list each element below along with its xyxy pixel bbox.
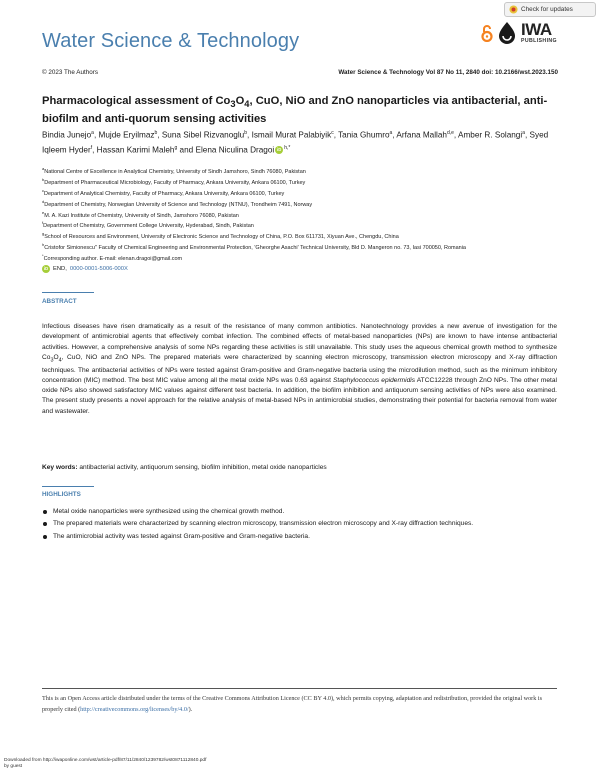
author-name: Bindia Junejo <box>42 130 92 140</box>
highlights-heading: HIGHLIGHTS <box>42 491 81 498</box>
affiliation-item <box>42 176 557 187</box>
title-part: , CuO, NiO and ZnO nanoparticles via antibacterial, anti-biofilm and anti-quorum sensing activities <box>42 95 548 126</box>
title-subscript: 3 <box>230 99 236 110</box>
author-affiliation-mark: c <box>331 130 334 136</box>
author-affiliation-mark: b <box>244 130 247 136</box>
affiliation-item <box>42 209 557 220</box>
affiliation-item <box>42 198 557 209</box>
highlight-item: The prepared materials were characterized by scanning electron microscopy, transmission electron microscopy and X-ray diffraction techniques. <box>42 519 557 529</box>
abstract-part: ATCC12228 through ZnO NPs. The other metal oxide NPs also showed satisfactory MIC values against different test bacteria. In addition, the biofilm inhibition and antiquorum sensing activities of NPs were also examined. The present study presents a novel approach for the relative analysis of metal-based NPs in antimicrobial studies, demonstrating their potential for bacteria removal from water and wastewater. <box>42 376 557 415</box>
affiliation-text: Department of Analytical Chemistry, Faculty of Pharmacy, Ankara University, Ankara 06100, Turkey <box>44 190 285 197</box>
orcid-icon[interactable]: iD <box>277 147 282 153</box>
title-part: Pharmacological assessment of Co <box>42 95 231 107</box>
author-name: Syed Iqleem Hyder <box>42 130 549 155</box>
affiliation-key: g <box>42 231 45 237</box>
highlight-item: The antimicrobial activity was tested against Gram-positive and Gram-negative bacteria. <box>42 532 557 542</box>
orcid-line <box>42 265 128 273</box>
author-name: Ismail Murat Palabiyik <box>251 130 332 140</box>
author-name: Arfana Mallah <box>396 130 447 140</box>
iwa-name: IWA <box>521 20 552 40</box>
affiliation-key: * <box>42 253 44 258</box>
author-list: Bindia Junejo$^a$, Mujde Eryilmaz$^b$, Suna Sibel Rizvanoglu$^b$, Ismail Murat Palabiyik$^c$, Tania Ghumro$^a$, Arfana Mallah$^{d,e}$, Amber R. Solangi$^a$, Syed Iqleem Hyder$^f$, Hassan Karimi Maleh$^g$ and Elena Niculina Dragoi iD $^{h,*}$ <box>42 130 549 155</box>
affiliation-key: d <box>42 198 45 204</box>
author-affiliation-mark: b <box>154 130 158 136</box>
meta-row <box>42 69 558 76</box>
affiliation-item <box>42 165 557 176</box>
license-end: ). <box>188 706 193 713</box>
highlights-rule <box>42 486 94 487</box>
author-affiliation-mark: h,* <box>284 144 291 151</box>
author-affiliation-mark: d,e <box>446 130 454 136</box>
affiliation-text: Cristofor Simionescu" Faculty of Chemical Engineering and Environmental Protection, 'Gheorghe Asachi' Technical University, Bld D. Mangeron no. 73, Iasi 700050, Romania <box>44 244 466 251</box>
iwa-wordmark <box>521 21 557 44</box>
keywords-label: Key words: <box>42 464 78 471</box>
license-text <box>42 693 557 715</box>
check-updates-icon <box>509 5 518 14</box>
affiliation-text: Department of Chemistry, Norwegian University of Science and Technology (NTNU), Trondheim 7491, Norway <box>44 201 313 208</box>
download-note <box>4 758 206 769</box>
affiliation-item <box>42 187 557 198</box>
orcid-link[interactable]: 0000-0001-5006-000X <box>69 266 128 272</box>
iwa-publishing: PUBLISHING <box>521 38 557 45</box>
author-affiliation-mark: f <box>90 144 93 151</box>
affiliation-item <box>42 230 557 241</box>
affiliation-text: Corresponding author. E-mail: elenan.dragoi@gmail.com <box>43 255 183 262</box>
check-for-updates-button[interactable] <box>504 2 596 17</box>
copyright: © 2023 The Authors <box>42 69 98 76</box>
license-link[interactable]: http://creativecommons.org/licenses/by/4.0/ <box>80 706 189 713</box>
author-name: Tania Ghumro <box>338 130 390 140</box>
abstract-part: Infectious diseases have risen dramatically as a result of the resistance of many common antibiotics. Nanotechnology provides a new avenue of investigation for the development of antimicrobial agents that effectively combat infection. The combined effects of metal-based nanoparticles (NPs) are known to have intense antibacterial activities. However, a comprehensive analysis of some NPs regarding these activities is still unavailable. This study uses the aqueous chemical growth method to synthesize Co <box>42 323 557 361</box>
keywords-text: antibacterial activity, antiquorum sensing, biofilm inhibition, metal oxide nanoparticles <box>79 464 327 471</box>
abstract-species: Staphylococcus epidermidis <box>333 376 416 384</box>
author-name: Elena Niculina Dragoi <box>195 145 275 155</box>
author-affiliation-mark: a <box>91 130 94 136</box>
affiliation-list <box>42 165 557 263</box>
abstract-subscript: 4 <box>58 357 62 364</box>
open-access-icon <box>481 24 493 42</box>
affiliation-key: c <box>42 187 44 193</box>
highlight-item: Metal oxide nanoparticles were synthesized using the chemical growth method. <box>42 507 557 517</box>
affiliation-item <box>42 219 557 230</box>
download-line: Downloaded from http://iwaponline.com/wst/article-pdf/87/11/2840/1239782/wst0871112840.pdf <box>4 758 207 763</box>
iwa-mark-icon <box>496 20 518 46</box>
license-body: This is an Open Access article distributed under the terms of the Creative Commons Attribution Licence (CC BY 4.0), which permits copying, adaptation and redistribution, provided the original work is properly cited ( <box>42 695 542 713</box>
abstract-subscript: 3 <box>50 357 54 364</box>
orcid-author: END, <box>53 266 67 272</box>
check-updates-label: Check for updates <box>521 6 573 13</box>
abstract-rule <box>42 292 94 293</box>
download-guest: by guest <box>4 763 23 769</box>
affiliation-text: M. A. Kazi Institute of Chemistry, University of Sindh, Jamshoro 76080, Pakistan <box>44 212 239 219</box>
abstract-text <box>42 322 557 417</box>
affiliation-item <box>42 252 557 263</box>
title-subscript: 4 <box>244 99 250 110</box>
abstract-heading: ABSTRACT <box>42 298 77 305</box>
iwa-publishing-logo[interactable] <box>481 20 557 46</box>
paper-title <box>42 94 552 127</box>
author-affiliation-mark: g <box>174 144 178 151</box>
affiliation-text: Department of Pharmaceutical Microbiology, Faculty of Pharmacy, Ankara University, Ankara 06100, Turkey <box>44 179 306 186</box>
affiliation-text: School of Resources and Environment, University of Electronic Science and Technology of China, P.O. Box 611731, Xiyuan Ave., Chengdu, China <box>44 234 399 241</box>
footer-rule <box>42 688 557 689</box>
affiliation-key: f <box>42 220 44 226</box>
highlights-list <box>42 507 557 544</box>
citation: Water Science & Technology Vol 87 No 11, 2840 doi: 10.2166/wst.2023.150 <box>338 69 558 76</box>
author-affiliation-mark: a <box>522 130 525 136</box>
abstract-part: O <box>53 353 59 361</box>
orcid-icon: iD <box>43 266 49 271</box>
affiliation-item <box>42 241 557 252</box>
author-name: Suna Sibel Rizvanoglu <box>161 130 245 140</box>
affiliation-key: a <box>42 166 45 171</box>
abstract-part: , CuO, NiO and ZnO NPs. The prepared materials were characterized by scanning electron microscopy, transmission electron microscopy and X-ray diffraction techniques. The antibacterial activities of NPs were tested against Gram-positive and Gram-negative bacteria using the microdilution method, such as the minimum inhibitory concentration (MIC) method. The best MIC value among all the metal oxide NPs was 0.63 against <box>42 353 557 384</box>
affiliation-key: e <box>42 209 45 215</box>
authors-and: and <box>179 145 194 155</box>
keywords <box>42 464 327 471</box>
author-affiliation-mark: a <box>389 130 393 136</box>
author-name: Amber R. Solangi <box>458 130 523 140</box>
affiliation-text: Department of Chemistry, Government College University, Hyderabad, Sindh, Pakistan <box>43 223 254 230</box>
author-name: Hassan Karimi Maleh <box>96 145 175 155</box>
author-name: Mujde Eryilmaz <box>98 130 155 140</box>
title-part: O <box>235 95 245 107</box>
journal-title: Water Science & Technology <box>42 30 300 52</box>
affiliation-text: National Centre of Excellence in Analytical Chemistry, University of Sindh Jamshoro, Sindh 76080, Pakistan <box>44 168 306 175</box>
affiliation-key: h <box>42 242 45 248</box>
affiliation-key: b <box>42 176 45 182</box>
